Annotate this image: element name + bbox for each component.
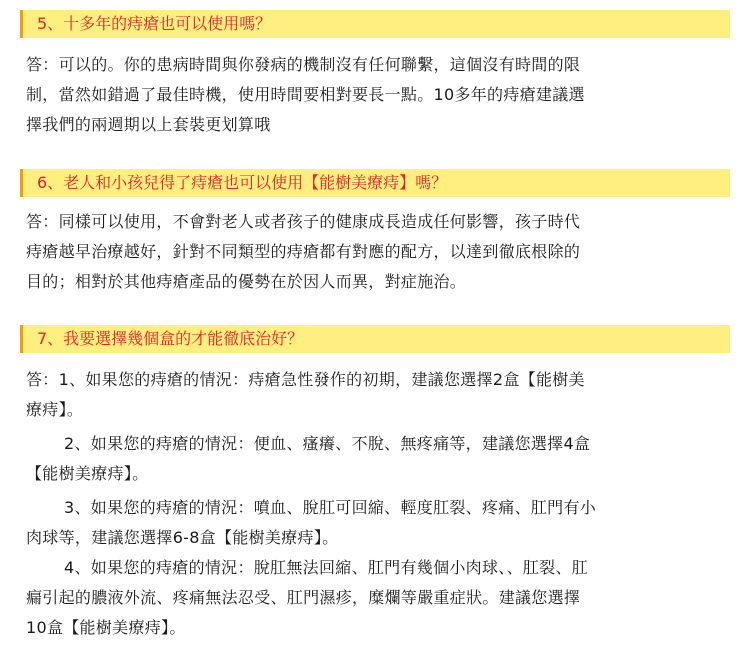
answer-line: 答：可以的。你的患病時間與你發病的機制沒有任何聯繫，這個沒有時間的限 xyxy=(26,55,581,74)
answer-line: 制，當然如錯過了最佳時機，使用時間要相對要長一點。10多年的痔瘡建議選 xyxy=(26,85,585,104)
answer-line: 2、如果您的痔瘡的情況：便血、瘙癢、不脫、無疼痛等，建議您選擇4盒 xyxy=(64,434,591,453)
answer-block xyxy=(26,50,730,140)
question-bar xyxy=(20,169,730,197)
question-text: 5、十多年的痔瘡也可以使用嗎？ xyxy=(37,14,272,33)
answer-line: 答：同樣可以使用，不會對老人或者孩子的健康成長造成任何影響，孩子時代 xyxy=(26,212,581,231)
answer-line: 4、如果您的痔瘡的情況：脫肛無法回縮、肛門有幾個小肉球、、肛裂、肛 xyxy=(64,558,589,577)
question-text: 6、老人和小孩兒得了痔瘡也可以使用【能樹美療痔】嗎？ xyxy=(37,173,448,192)
answer-block xyxy=(26,207,730,297)
answer-line: 目的；相對於其他痔瘡產品的優勢在於因人而異，對症施治。 xyxy=(26,272,467,291)
answer-line: 3、如果您的痔瘡的情況：噴血、脫肛可回縮、輕度肛裂、疼痛、肛門有小 xyxy=(64,498,597,517)
answer-line: 痔瘡越早治療越好，針對不同類型的痔瘡都有對應的配方，以達到徹底根除的 xyxy=(26,242,581,261)
answer-line: 瘺引起的膿液外流、疼痛無法忍受、肛門濕疹，糜爛等嚴重症狀。建議您選擇 xyxy=(26,588,581,607)
answer-line: 擇我們的兩週期以上套裝更划算哦 xyxy=(26,115,271,134)
answer-block xyxy=(26,365,730,643)
answer-line: 10盒【能樹美療痔】。 xyxy=(26,618,186,637)
question-text: 7、我要選擇幾個盒的才能徹底治好？ xyxy=(37,329,304,348)
answer-line: 療痔】。 xyxy=(26,400,84,419)
answer-line: 肉球等，建議您選擇6-8盒【能樹美療痔】。 xyxy=(26,528,339,547)
answer-line: 答：1、如果您的痔瘡的情況：痔瘡急性發作的初期，建議您選擇2盒【能樹美 xyxy=(26,370,585,389)
answer-line: 【能樹美療痔】。 xyxy=(26,464,149,483)
question-bar xyxy=(20,10,730,38)
question-bar xyxy=(20,325,730,353)
